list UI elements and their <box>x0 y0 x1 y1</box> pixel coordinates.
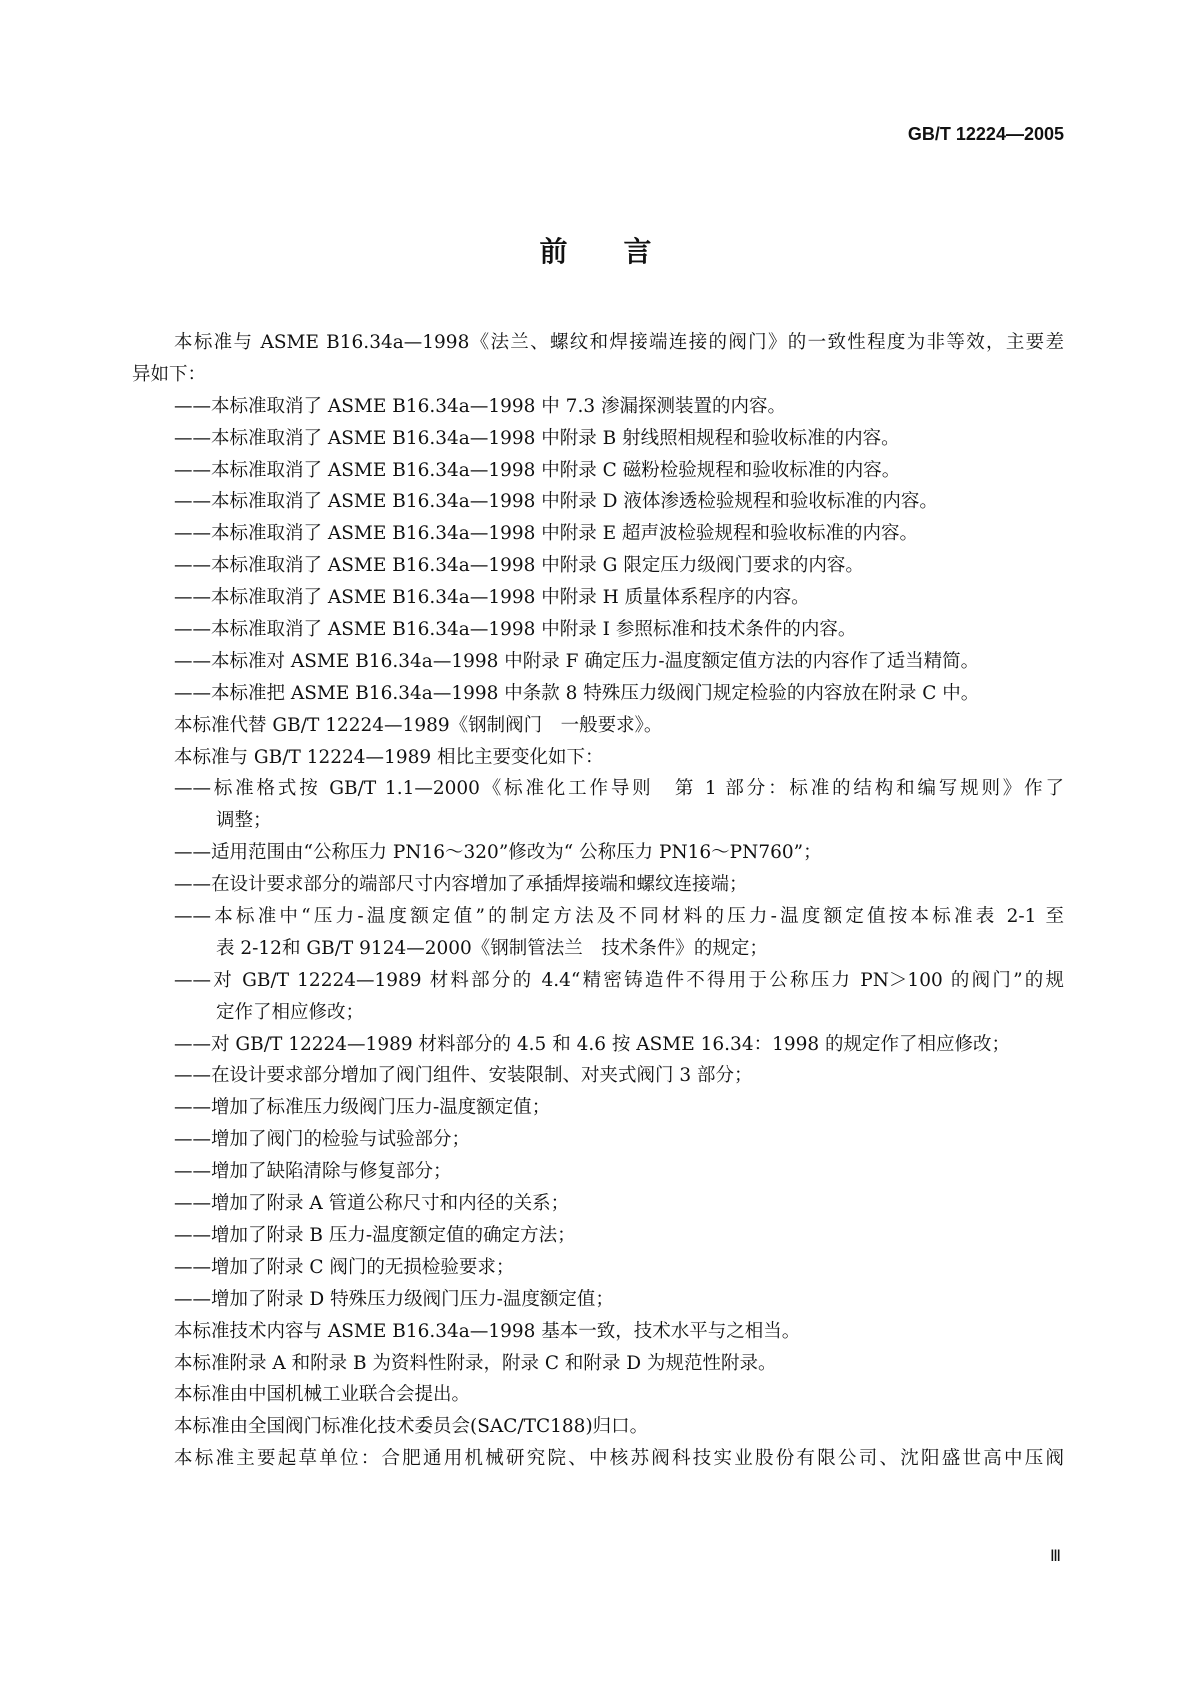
text-line: 表 2-12和 GB/T 9124—2000《钢制管法兰 技术条件》的规定； <box>216 937 768 959</box>
list-item <box>132 1060 1064 1092</box>
text-line: ——对 GB/T 12224—1989 材料部分的 4.4“精密铸造件不得用于公称压力 PN＞100 的阀门”的规 <box>174 969 1064 991</box>
list-item <box>132 1029 1064 1061</box>
text-line: 异如下： <box>132 363 207 385</box>
text-line: 本标准附录 A 和附录 B 为资料性附录，附录 C 和附录 D 为规范性附录。 <box>174 1352 777 1374</box>
list-item <box>132 901 1064 965</box>
text-line: ——本标准取消了 ASME B16.34a—1998 中附录 D 液体渗透检验规程和验收标准的内容。 <box>174 491 938 513</box>
page-number: Ⅲ <box>1049 1548 1061 1565</box>
list-item <box>132 1284 1064 1316</box>
foreword-body <box>132 327 1064 1475</box>
text-line: ——本标准取消了 ASME B16.34a—1998 中附录 C 磁粉检验规程和验收标准的内容。 <box>174 459 901 481</box>
text-line: ——本标准把 ASME B16.34a—1998 中条款 8 特殊压力级阀门规定检验的内容放在附录 C 中。 <box>174 682 980 704</box>
text-line: ——标准格式按 GB/T 1.1—2000《标准化工作导则 第 1 部分：标准的结构和编写规则》作了 <box>174 778 1064 800</box>
list-item <box>132 1252 1064 1284</box>
paragraph <box>132 327 1064 391</box>
text-line: ——本标准取消了 ASME B16.34a—1998 中附录 B 射线照相规程和验收标准的内容。 <box>174 427 900 449</box>
text-line: 本标准与 ASME B16.34a—1998《法兰、螺纹和焊接端连接的阀门》的一致性程度为非等效，主要差 <box>174 332 1064 353</box>
list-item <box>132 965 1064 1029</box>
list-item <box>132 550 1064 582</box>
paragraph <box>132 1379 1064 1411</box>
list-item <box>132 1124 1064 1156</box>
list-item <box>132 423 1064 455</box>
text-line: ——增加了附录 C 阀门的无损检验要求； <box>174 1256 515 1278</box>
list-item <box>132 837 1064 869</box>
text-line: ——在设计要求部分的端部尺寸内容增加了承插焊接端和螺纹连接端； <box>174 874 748 896</box>
list-item <box>132 678 1064 710</box>
text-line: 定作了相应修改； <box>216 1001 365 1023</box>
text-line: ——本标准对 ASME B16.34a—1998 中附录 F 确定压力-温度额定值方法的内容作了适当精简。 <box>174 650 980 672</box>
paragraph <box>132 742 1064 774</box>
text-line: ——本标准取消了 ASME B16.34a—1998 中 7.3 渗漏探测装置的内容。 <box>174 395 786 417</box>
list-item <box>132 391 1064 423</box>
paragraph <box>132 1411 1064 1443</box>
page-title: 前 言 <box>539 235 652 268</box>
text-line: 调整； <box>216 810 272 832</box>
text-line: ——增加了附录 A 管道公称尺寸和内径的关系； <box>174 1193 570 1215</box>
list-item <box>132 518 1064 550</box>
standard-code-header: GB/T 12224—2005 <box>907 124 1064 144</box>
paragraph <box>132 710 1064 742</box>
text-line: 本标准由全国阀门标准化技术委员会(SAC/TC188)归口。 <box>174 1416 649 1438</box>
text-line: ——适用范围由“公称压力 PN16～320”修改为“ 公称压力 PN16～PN760”； <box>174 842 822 864</box>
paragraph <box>132 1316 1064 1348</box>
text-line: 本标准代替 GB/T 12224—1989《钢制阀门 一般要求》。 <box>174 714 663 736</box>
list-item <box>132 646 1064 678</box>
list-item <box>132 1156 1064 1188</box>
list-item <box>132 582 1064 614</box>
list-item <box>132 455 1064 487</box>
text-line: ——增加了阀门的检验与试验部分； <box>174 1129 471 1151</box>
text-line: ——在设计要求部分增加了阀门组件、安装限制、对夹式阀门 3 部分； <box>174 1065 753 1087</box>
text-line: ——本标准取消了 ASME B16.34a—1998 中附录 G 限定压力级阀门要求的内容。 <box>174 555 864 577</box>
text-line: ——增加了缺陷清除与修复部分； <box>174 1161 452 1183</box>
paragraph <box>132 1443 1064 1475</box>
text-line: ——本标准取消了 ASME B16.34a—1998 中附录 E 超声波检验规程和验收标准的内容。 <box>174 523 919 545</box>
text-line: ——本标准取消了 ASME B16.34a—1998 中附录 H 质量体系程序的内容。 <box>174 587 810 609</box>
list-item <box>132 1220 1064 1252</box>
text-line: ——增加了标准压力级阀门压力-温度额定值； <box>174 1097 551 1119</box>
list-item <box>132 869 1064 901</box>
text-line: 本标准技术内容与 ASME B16.34a—1998 基本一致，技术水平与之相当。 <box>174 1320 801 1342</box>
list-item <box>132 614 1064 646</box>
text-line: ——对 GB/T 12224—1989 材料部分的 4.5 和 4.6 按 ASME 16.34：1998 的规定作了相应修改； <box>174 1033 1011 1055</box>
text-line: ——增加了附录 B 压力-温度额定值的确定方法； <box>174 1224 576 1246</box>
text-line: 本标准主要起草单位：合肥通用机械研究院、中核苏阀科技实业股份有限公司、沈阳盛世高中压阀 <box>174 1448 1064 1470</box>
list-item <box>132 1188 1064 1220</box>
text-line: 本标准由中国机械工业联合会提出。 <box>174 1384 471 1406</box>
list-item <box>132 1092 1064 1124</box>
list-item <box>132 486 1064 518</box>
text-line: ——本标准中“压力-温度额定值”的制定方法及不同材料的压力-温度额定值按本标准表 2-1 至 <box>174 906 1064 928</box>
text-line: 本标准与 GB/T 12224—1989 相比主要变化如下： <box>174 746 604 768</box>
list-item <box>132 773 1064 837</box>
paragraph <box>132 1348 1064 1380</box>
text-line: ——增加了附录 D 特殊压力级阀门压力-温度额定值； <box>174 1288 614 1310</box>
text-line: ——本标准取消了 ASME B16.34a—1998 中附录 I 参照标准和技术条件的内容。 <box>174 619 857 641</box>
